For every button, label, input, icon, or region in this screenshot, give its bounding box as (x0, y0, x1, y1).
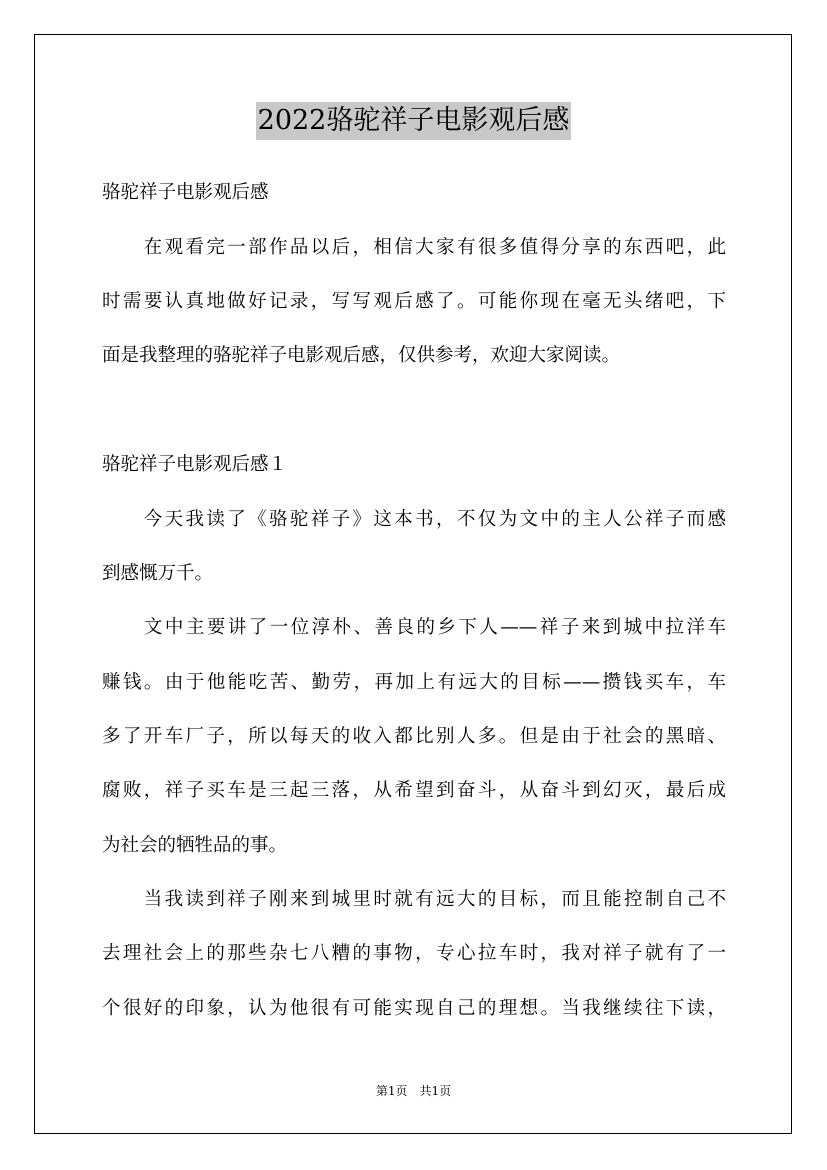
text-line: 当我读到祥子刚来到城里时就有远大的目标，而且能控制自己不 (102, 889, 726, 910)
text-line: 在观看完一部作品以后，相信大家有很多值得分享的东西吧，此 (102, 237, 726, 258)
text-line: 去理社会上的那些杂七八糟的事物，专心拉车时，我对祥子就有了一 (102, 943, 726, 964)
text-line: 为社会的牺牲品的事。 (102, 835, 288, 856)
text-line: 个很好的印象，认为他很有可能实现自己的理想。当我继续往下读， (102, 998, 726, 1019)
section-heading-1: 骆驼祥子电影观后感１ (102, 454, 288, 475)
page-footer: 第1页 共1页 (375, 1084, 452, 1098)
text-line: 到感慨万千。 (102, 563, 214, 584)
text-line: 今天我读了《骆驼祥子》这本书，不仅为文中的主人公祥子而感 (102, 509, 726, 530)
text-line: 面是我整理的骆驼祥子电影观后感，仅供参考，欢迎大家阅读。 (102, 345, 621, 366)
text-line: 文中主要讲了一位淳朴、善良的乡下人——祥子来到城中拉洋车 (102, 617, 726, 638)
text-line: 赚钱。由于他能吃苦、勤劳，再加上有远大的目标——攒钱买车，车 (102, 672, 726, 693)
section-heading-intro: 骆驼祥子电影观后感 (102, 182, 269, 203)
text-line: 腐败，祥子买车是三起三落，从希望到奋斗，从奋斗到幻灭，最后成 (102, 780, 726, 801)
document-title: 2022骆驼祥子电影观后感 (256, 102, 572, 140)
title-container (0, 102, 827, 140)
text-line: 时需要认真地做好记录，写写观后感了。可能你现在毫无头绪吧，下 (102, 291, 726, 312)
text-line: 多了开车厂子，所以每天的收入都比别人多。但是由于社会的黑暗、 (102, 726, 726, 747)
